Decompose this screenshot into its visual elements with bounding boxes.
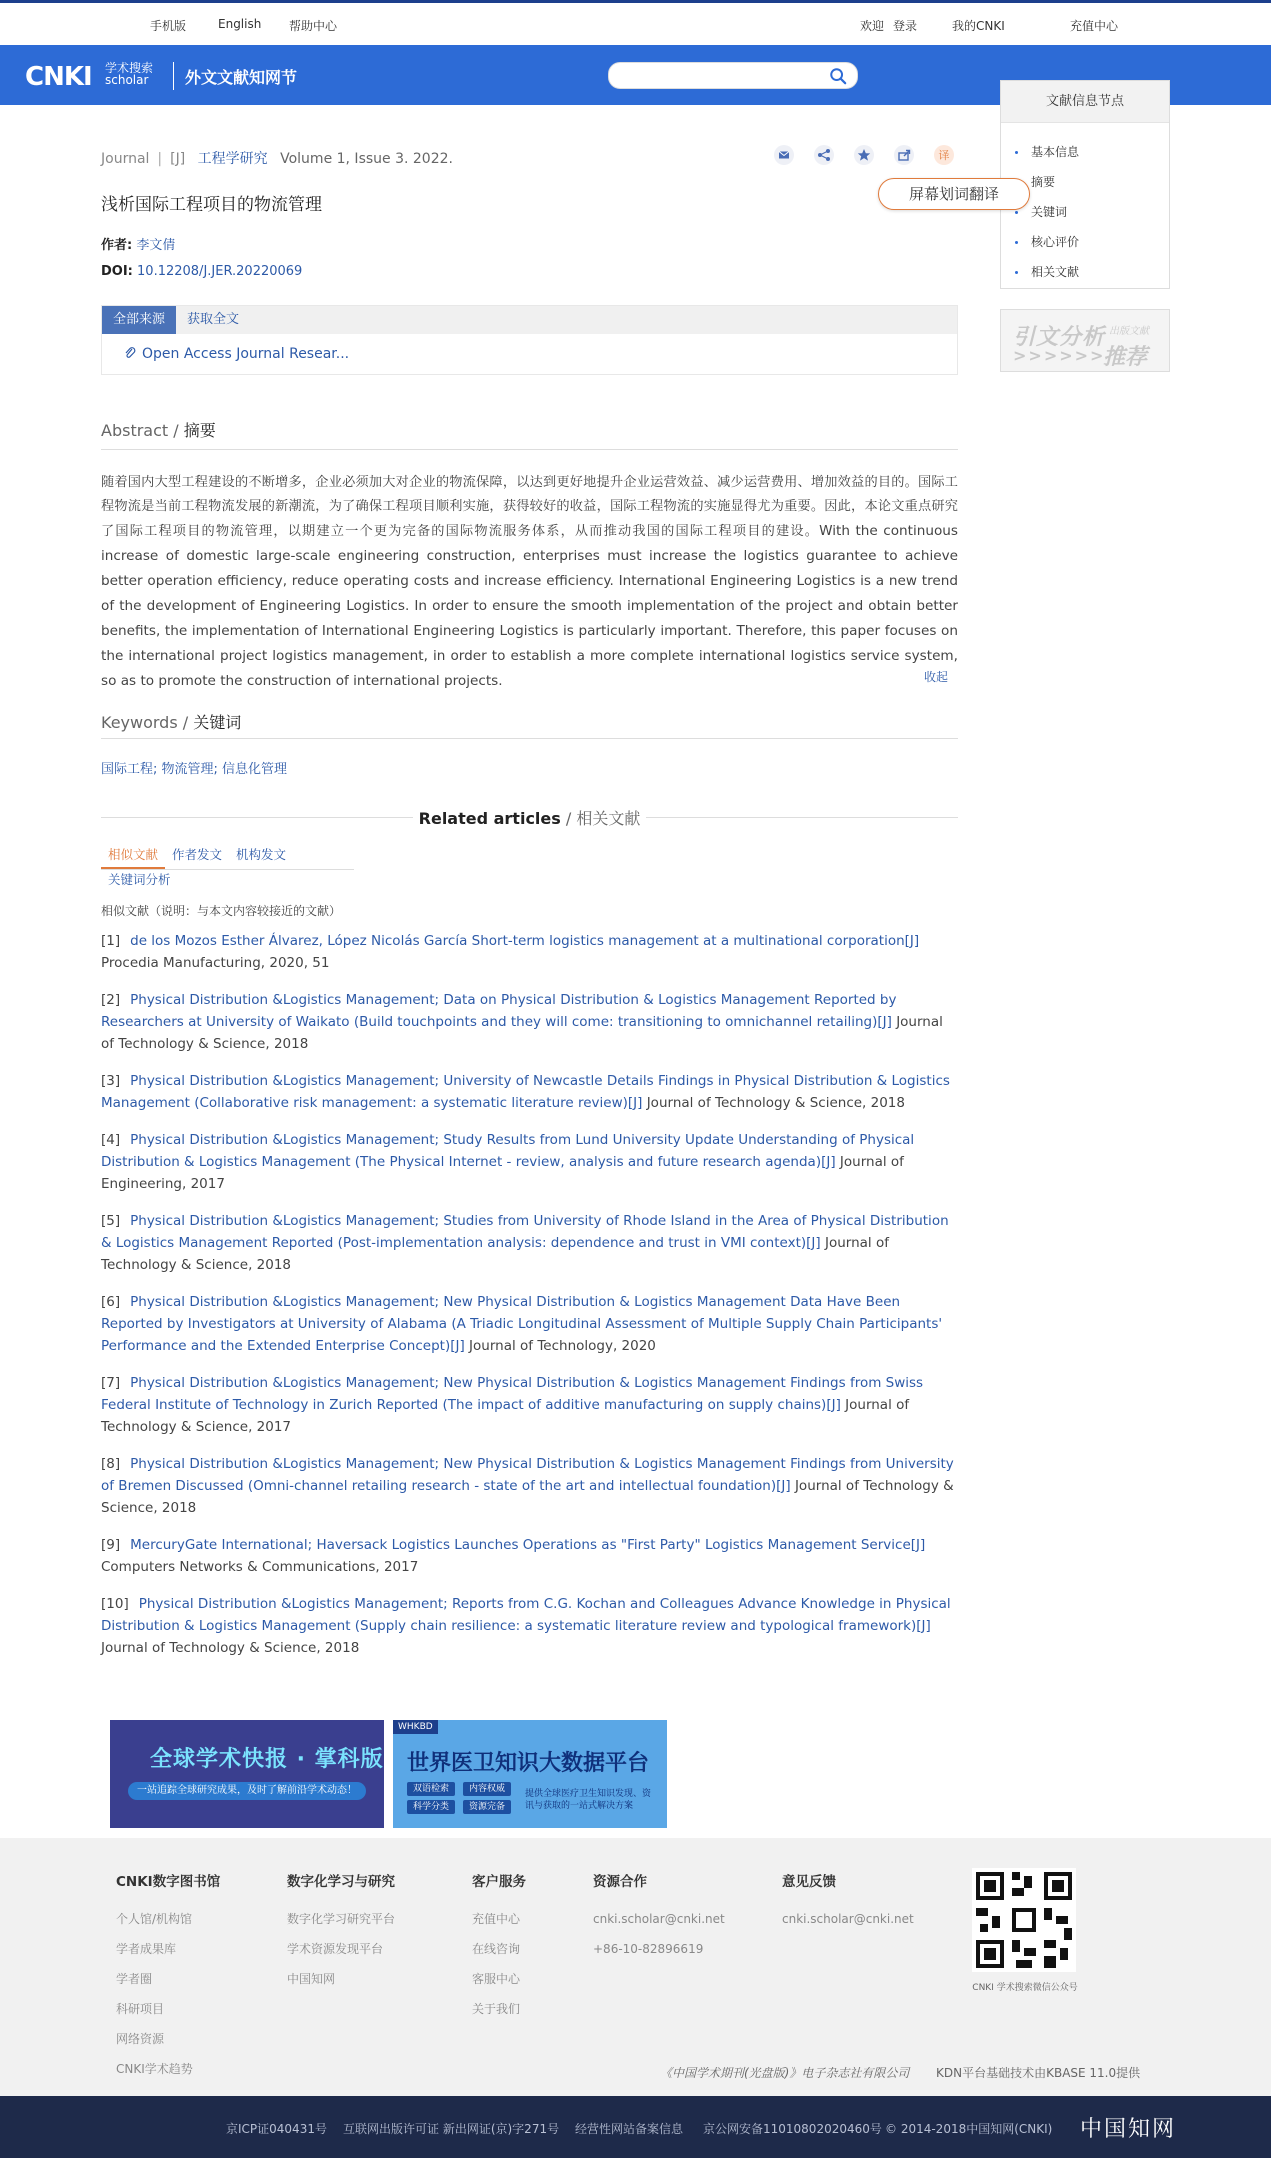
footer-col-service	[472, 1870, 526, 2028]
logo-sub-cn: 学术搜索	[105, 61, 154, 75]
login-link[interactable]: 登录	[893, 19, 918, 33]
ref-source: Journal of Engineering, 2017	[101, 1154, 904, 1192]
banner2-title: 世界医卫知识大数据平台	[407, 1751, 650, 1776]
footer-heading: 意见反馈	[782, 1874, 836, 1890]
ref-number: [5]	[101, 1213, 121, 1229]
banner2-pill: 资源完备	[463, 1800, 511, 1814]
abstract-text	[101, 471, 958, 694]
abstract-cn: 随着国内大型工程建设的不断增多，企业必须加大对企业的物流保障，以达到更好地提升企业运营效益、减少运营费用、增加效益的目的。国际工程物流是当前工程物流发展的新潮流，为了确保工程项目顺利实施，获得较好的收益，国际工程物流的实施显得尤为重要。因此，本论文重点研究了国际工程项目的物流管理，以期建立一个更为完备的国际物流服务体系，从而推动我国的国际工程项目的建设。	[101, 475, 958, 539]
top-bar	[0, 0, 1271, 45]
related-heading-cn: 相关文献	[576, 809, 641, 828]
ref-source: Journal of Technology & Science, 2018	[646, 1095, 905, 1111]
footer-email[interactable]: cnki.scholar@cnki.net	[782, 1912, 914, 1926]
footer	[0, 1838, 1271, 2096]
footer-link[interactable]: 中国知网	[287, 1972, 336, 1986]
recharge-link[interactable]: 充值中心	[1070, 19, 1119, 33]
my-cnki-link[interactable]: 我的CNKI	[952, 19, 1005, 33]
footer-col-feedback	[782, 1870, 914, 1938]
english-link[interactable]: English	[218, 17, 262, 31]
help-link[interactable]: 帮助中心	[289, 19, 338, 33]
icp-link[interactable]: 京ICP证040431号	[226, 2122, 327, 2136]
ref-source: Computers Networks & Communications, 2017	[101, 1559, 419, 1575]
tab-similar[interactable]: 相似文献	[101, 844, 165, 869]
reference-item	[101, 1593, 958, 1659]
reference-item	[101, 930, 958, 974]
nav-item-abstract[interactable]: 摘要	[1015, 167, 1169, 197]
translate-tooltip[interactable]: 屏幕划词翻译	[878, 178, 1030, 210]
citation-analysis-promo[interactable]	[1000, 309, 1170, 372]
search-input[interactable]	[621, 67, 821, 85]
ref-source: Journal of Technology & Science, 2018	[101, 1014, 943, 1052]
footer-link[interactable]: 客服中心	[472, 1972, 521, 1986]
footer-link[interactable]: 学术资源发现平台	[287, 1942, 384, 1956]
promo-line2: 出版文献	[1109, 326, 1149, 337]
reference-list	[101, 930, 958, 1674]
source-tabs	[102, 306, 957, 334]
tab-all-sources[interactable]: 全部来源	[102, 306, 176, 334]
nav-item-keywords[interactable]: 关键词	[1015, 197, 1169, 227]
ref-source: Journal of Technology, 2020	[469, 1338, 656, 1354]
footer-heading: 客户服务	[472, 1874, 526, 1890]
keywords-heading: Keywords / 关键词	[101, 713, 242, 732]
tab-get-fulltext[interactable]: 获取全文	[187, 312, 240, 327]
ref-link[interactable]: de los Mozos Esther Álvarez, López Nicolás García Short-term logistics management at a multinational corporation[J]	[130, 933, 920, 949]
reference-item	[101, 989, 958, 1055]
related-tabs	[101, 844, 354, 887]
promo-line1: 引文分析	[1013, 325, 1106, 350]
footer-link[interactable]: 关于我们	[472, 2002, 521, 2016]
welcome-text: 欢迎	[860, 19, 885, 33]
ref-source: Journal of Technology & Science, 2017	[101, 1397, 910, 1435]
police-link[interactable]: 京公网安备11010802020460号	[703, 2122, 882, 2136]
banner2-pill: 内容权威	[463, 1782, 511, 1796]
author-link[interactable]: 李文倩	[136, 238, 176, 253]
keywords-list[interactable]: 国际工程; 物流管理; 信息化管理	[101, 762, 288, 777]
footer-link[interactable]: CNKI学术趋势	[116, 2062, 193, 2076]
translate-icon[interactable]	[933, 144, 955, 166]
attachment-icon	[124, 346, 136, 360]
article-meta	[101, 148, 453, 168]
related-heading-text: Related articles / 相关文献	[413, 806, 647, 829]
footer-link[interactable]: 科研项目	[116, 2002, 165, 2016]
similar-note: 相似文献（说明：与本文内容较接近的文献）	[101, 904, 342, 918]
tab-org-papers[interactable]: 机构发文	[236, 847, 287, 862]
license-link[interactable]: 互联网出版许可证 新出网证(京)字271号	[343, 2122, 560, 2136]
footer-heading: 资源合作	[593, 1874, 647, 1890]
ref-link[interactable]: Physical Distribution &Logistics Management; New Physical Distribution & Logistics Management Findings from Swiss Federal Institute of Technology in Zurich Reported (The impact of additive manufacturing on supply chains)[J]	[101, 1375, 924, 1413]
source-link[interactable]	[124, 346, 349, 362]
footer-link[interactable]: 充值中心	[472, 1912, 521, 1926]
logo-subtitle	[105, 62, 153, 86]
doi-link[interactable]: 10.12208/J.JER.20220069	[137, 264, 303, 279]
doi-line	[101, 264, 302, 279]
email-icon[interactable]	[773, 144, 795, 166]
share-icon[interactable]	[813, 144, 835, 166]
footer-link[interactable]: 在线咨询	[472, 1942, 521, 1956]
ref-link[interactable]: Physical Distribution &Logistics Management; Studies from University of Rhode Island in the Area of Physical Distribution & Logistics Management Reported (Post-implementation analysis: dependence and trust in VMI context)[J]	[101, 1213, 949, 1251]
related-heading	[101, 806, 958, 828]
nav-item-core-eval[interactable]: 核心评价	[1015, 227, 1169, 257]
banner2-tag: WHKBD	[393, 1720, 438, 1734]
reference-item	[101, 1129, 958, 1195]
footer-col-library	[116, 1870, 220, 2088]
ref-number: [10]	[101, 1596, 129, 1612]
reference-item	[101, 1070, 958, 1114]
wechat-qr-icon	[972, 1868, 1076, 1972]
ref-number: [8]	[101, 1456, 121, 1472]
promo-line4: 推荐	[1103, 345, 1148, 370]
footer-link[interactable]: 网络资源	[116, 2032, 165, 2046]
source-box	[101, 305, 958, 375]
abstract-divider	[101, 449, 958, 450]
article-title: 浅析国际工程项目的物流管理	[101, 195, 322, 215]
article-flag: [J]	[170, 151, 186, 167]
ref-number: [6]	[101, 1294, 121, 1310]
export-icon[interactable]	[893, 144, 915, 166]
volume-issue: Volume 1, Issue 3. 2022.	[280, 151, 453, 167]
keywords-heading-en: Keywords	[101, 713, 178, 732]
banner2-pill: 科学分类	[407, 1800, 455, 1814]
footer-link[interactable]: 数字化学习研究平台	[287, 1912, 396, 1926]
related-line-right	[636, 817, 958, 818]
copyright-text: © 2014-2018中国知网(CNKI)	[885, 2122, 1053, 2136]
mobile-link[interactable]: 手机版	[150, 19, 187, 33]
abstract-heading-cn: 摘要	[183, 421, 216, 440]
ref-link[interactable]: Physical Distribution &Logistics Management; Study Results from Lund University Update Understanding of Physical Distribution & Logistics Management (The Physical Internet - review, analysis and future research agenda)[J]	[101, 1132, 915, 1170]
logo-sub-en: scholar	[105, 73, 149, 87]
ref-number: [2]	[101, 992, 121, 1008]
ref-number: [7]	[101, 1375, 121, 1391]
cnki-logo[interactable]: CNKI	[25, 62, 92, 92]
authors-label: 作者:	[101, 238, 133, 253]
footer-heading: CNKI数字图书馆	[116, 1874, 221, 1890]
tab-keyword-analysis[interactable]: 关键词分析	[108, 872, 171, 887]
ref-link[interactable]: MercuryGate International; Haversack Logistics Launches Operations as "First Party" Logistics Management Service[J]	[130, 1537, 926, 1553]
bottom-bar	[0, 2096, 1271, 2158]
ref-link[interactable]: Physical Distribution &Logistics Management; New Physical Distribution & Logistics Management Data Have Been Reported by Investigators at University of Alabama (A Triadic Longitudinal Assessment of Multiple Supply Chain Participants' Performance and the Extended Enterprise Concept)[J]	[101, 1294, 943, 1354]
search-icon[interactable]	[829, 67, 847, 85]
medical-platform-banner[interactable]	[393, 1720, 667, 1828]
reference-item	[101, 1534, 958, 1578]
ref-number: [9]	[101, 1537, 121, 1553]
page-title: 外文文献知网节	[185, 68, 298, 87]
ref-number: [1]	[101, 933, 121, 949]
collapse-link[interactable]: 收起	[924, 670, 949, 684]
ref-link[interactable]: Physical Distribution &Logistics Management; New Physical Distribution & Logistics Management Findings from University of Bremen Discussed (Omni-channel retailing research - state of the art and intellectual foundation)[J]	[101, 1456, 954, 1494]
authors-line	[101, 234, 175, 253]
related-line-left	[101, 817, 431, 818]
platform-note: KDN平台基础技术由KBASE 11.0提供	[936, 2066, 1141, 2080]
ref-source: Journal of Technology & Science, 2018	[101, 1640, 360, 1656]
reference-item	[101, 1453, 958, 1519]
banner1-title: 全球学术快报 · 掌科版	[150, 1747, 384, 1772]
footer-col-learning	[287, 1870, 395, 1998]
ref-link[interactable]: Physical Distribution &Logistics Management; Data on Physical Distribution & Logistics Management Reported by Researchers at University of Waikato (Build touchpoints and they will come: transitioning to omnichannel retailing)[J]	[101, 992, 897, 1030]
abstract-heading: Abstract / 摘要	[101, 421, 216, 440]
article-type: Journal	[101, 151, 150, 167]
banner2-pill: 双语检索	[407, 1782, 455, 1796]
nav-item-basic-info[interactable]: 基本信息	[1015, 137, 1169, 167]
footer-link[interactable]: 个人馆/机构馆	[116, 1912, 193, 1926]
abstract-heading-en: Abstract	[101, 421, 169, 440]
ref-link[interactable]: Physical Distribution &Logistics Management; University of Newcastle Details Findings in Physical Distribution & Logistics Management (Collaborative risk management: a systematic literature review)[J]	[101, 1073, 950, 1111]
keywords-heading-cn: 关键词	[193, 713, 242, 732]
reference-item	[101, 1291, 958, 1357]
search-box	[608, 62, 858, 89]
footer-col-cooperation	[593, 1870, 725, 1968]
source-link-text: Open Access Journal Resear...	[142, 346, 350, 362]
footer-phone: +86-10-82896619	[593, 1942, 704, 1956]
logo-divider	[173, 62, 174, 90]
abstract-en: With the continuous increase of domestic large-scale engineering construction, enterprises must increase the logistics guarantee to achieve better operation efficiency, reduce operating costs and increase efficiency. International Engineering Logistics is a new trend of the development of Engineering Logistics. In order to ensure the smooth implementation of the project and obtain better benefits, the implementation of International Engineering Logistics is particularly important. Therefore, this paper focuses on the international project logistics management, in order to establish a more complete international logistics service system, so as to promote the construction of international projects.	[101, 523, 959, 689]
qr-caption: CNKI 学术搜索微信公众号	[972, 1983, 1078, 1993]
ref-number: [4]	[101, 1132, 121, 1148]
footer-link[interactable]: 学者成果库	[116, 1942, 177, 1956]
svg-text:译: 译	[938, 149, 950, 162]
ref-source: Procedia Manufacturing, 2020, 51	[101, 955, 330, 971]
tab-author-papers[interactable]: 作者发文	[172, 847, 223, 862]
banner1-subtitle: 一站追踪全球研究成果，及时了解前沿学术动态！	[128, 1782, 366, 1800]
footer-email[interactable]: cnki.scholar@cnki.net	[593, 1912, 725, 1926]
favorite-star-icon[interactable]	[853, 144, 875, 166]
publisher-note: 《中国学术期刊(光盘版)》电子杂志社有限公司	[660, 2066, 910, 2080]
footer-heading: 数字化学习与研究	[287, 1874, 395, 1890]
keywords-divider	[101, 738, 958, 739]
ref-number: [3]	[101, 1073, 121, 1089]
nav-item-related[interactable]: 相关文献	[1015, 257, 1169, 287]
footer-link[interactable]: 学者圈	[116, 1972, 153, 1986]
journal-source[interactable]: 工程学研究	[197, 151, 268, 167]
ref-source: Journal of Technology & Science, 2018	[101, 1235, 889, 1273]
reference-item	[101, 1372, 958, 1438]
promo-arrows: >>>>>>	[1013, 346, 1106, 365]
banner2-desc: 提供全球医疗卫生知识发现、资讯与获取的一站式解决方案	[525, 1789, 652, 1811]
scholar-express-banner[interactable]	[110, 1720, 384, 1828]
record-link[interactable]: 经营性网站备案信息	[575, 2122, 684, 2136]
related-heading-en: Related articles	[418, 809, 561, 828]
cnki-cn-logo: 中国知网	[1080, 2117, 1177, 2142]
meta-sep: |	[157, 151, 163, 167]
doc-info-nav-title: 文献信息节点	[1001, 81, 1169, 123]
ref-source: Journal of Technology & Science, 2018	[101, 1478, 954, 1516]
doi-label: DOI:	[101, 264, 133, 279]
reference-item	[101, 1210, 958, 1276]
ref-link[interactable]: Physical Distribution &Logistics Management; Reports from C.G. Kochan and Colleagues Advance Knowledge in Physical Distribution & Logistics Management (Supply chain resilience: a systematic literature review and typological framework)[J]	[101, 1596, 951, 1634]
